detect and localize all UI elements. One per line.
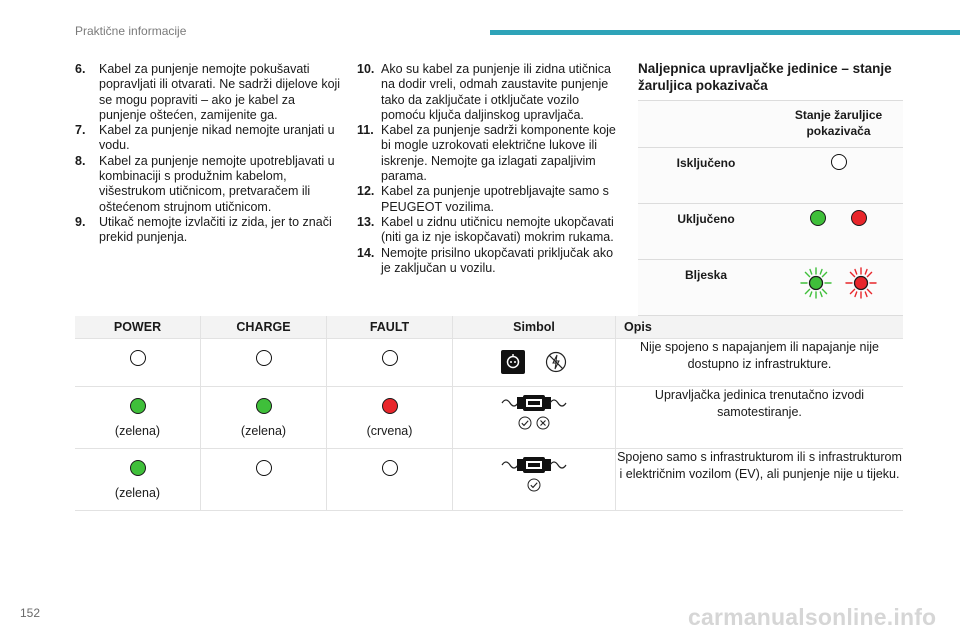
header-accent-bar	[490, 30, 960, 35]
cross-circle-icon	[536, 416, 550, 430]
led-off-icon	[382, 460, 398, 476]
item-text: Utikač nemojte izvlačiti iz zida, jer to znači prekid punjenja.	[99, 214, 332, 245]
row-description: Spojeno samo s infrastrukturom ili s infrastrukturom i električnim vozilom (EV), ali punjenje nije u tijeku.	[616, 449, 904, 511]
column-header-description: Opis	[616, 316, 904, 339]
item-number: 11.	[357, 123, 374, 138]
list-item	[357, 62, 625, 123]
item-number: 7.	[75, 123, 86, 138]
status-label-on: Uključeno	[638, 204, 774, 260]
item-text: Kabel za punjenje nikad nemojte uranjati u vodu.	[99, 123, 335, 153]
led-off-icon	[130, 350, 146, 366]
item-number: 14.	[357, 245, 375, 260]
led-off-icon	[256, 350, 272, 366]
led-color-caption: (crvena)	[366, 424, 413, 438]
row-description: Upravljačka jedinica trenutačno izvodi samotestiranje.	[616, 387, 904, 449]
item-number: 6.	[75, 62, 86, 76]
check-circle-icon	[527, 478, 541, 492]
led-green-icon	[256, 398, 272, 414]
charging-cable-icon	[501, 393, 567, 413]
status-table-title: Naljepnica upravljačke jedinice – stanje žaruljica pokazivača	[638, 61, 892, 93]
watermark: carmanualsonline.info	[688, 604, 937, 630]
led-green-icon	[810, 210, 826, 226]
item-number: 9.	[75, 214, 86, 229]
list-item	[357, 184, 625, 215]
status-label-off: Isključeno	[638, 148, 774, 204]
plug-icon	[501, 350, 525, 374]
led-color-caption: (zelena)	[114, 424, 161, 438]
list-item	[75, 215, 343, 246]
list-item	[75, 62, 343, 123]
list-item	[75, 154, 343, 215]
item-number: 12.	[357, 184, 375, 199]
page-number: 152	[20, 606, 41, 620]
led-off-icon	[382, 350, 398, 366]
led-green-blinking-icon	[799, 266, 833, 300]
status-label-blink: Bljeska	[638, 260, 774, 316]
page-header-title: Praktične informacije	[75, 24, 187, 38]
led-off-icon	[831, 154, 847, 170]
led-color-caption: (zelena)	[114, 486, 161, 500]
status-table-header: Stanje žaruljice pokazivača	[774, 101, 903, 148]
led-red-icon	[382, 398, 398, 414]
item-text: Nemojte prisilno ukopčavati priključak ako je zaključan u vozilu.	[381, 245, 614, 275]
led-off-icon	[256, 460, 272, 476]
led-red-blinking-icon	[844, 266, 878, 300]
charging-cable-icon	[501, 455, 567, 475]
indicator-status-table	[638, 100, 903, 316]
list-item	[357, 123, 625, 184]
list-item	[357, 215, 625, 246]
led-color-caption: (zelena)	[240, 424, 287, 438]
item-text: Kabel za punjenje upotrebljavajte samo s PEUGEOT vozilima.	[381, 184, 609, 214]
safety-list-column-2	[357, 62, 625, 276]
column-header-charge: CHARGE	[201, 316, 327, 339]
column-header-fault: FAULT	[327, 316, 453, 339]
led-green-icon	[130, 398, 146, 414]
item-text: Kabel za punjenje nemojte upotrebljavati u kombinaciji s produžnim kabelom, višestrukom utičnicom, pretvaračem ili oštećenom strujnom utičnicom.	[99, 153, 335, 214]
list-item	[75, 123, 343, 154]
check-circle-icon	[518, 416, 532, 430]
table-row	[75, 387, 903, 449]
no-power-icon	[545, 351, 567, 373]
led-status-table	[75, 316, 903, 511]
column-header-power: POWER	[75, 316, 201, 339]
list-item	[357, 246, 625, 277]
led-red-icon	[851, 210, 867, 226]
item-text: Kabel za punjenje sadrži komponente koje bi mogle uzrokovati električne lukove ili iskrenje. Nemojte ga izlagati zapaljivim parama.	[381, 123, 616, 184]
item-text: Ako su kabel za punjenje ili zidna utičnica na dodir vreli, odmah zaustavite punjenje tako da zaključate i otključate vozilo pomoću ključa daljinskog upravljača.	[381, 62, 611, 122]
table-row	[75, 449, 903, 511]
item-text: Kabel za punjenje nemojte pokušavati popravljati ili otvarati. Ne sadrži dijelove koji se mogu popraviti – ako je kabel za punjenje oštećen, zamijenite ga.	[99, 62, 341, 122]
item-number: 10.	[357, 62, 375, 76]
column-header-symbol: Simbol	[453, 316, 616, 339]
item-text: Kabel u zidnu utičnicu nemojte ukopčavati (niti ga iz nje iskopčavati) mokrim rukama.	[381, 214, 614, 245]
row-description: Nije spojeno s napajanjem ili napajanje nije dostupno iz infrastrukture.	[616, 339, 904, 387]
table-row	[75, 339, 903, 387]
item-number: 8.	[75, 153, 86, 168]
safety-list-column-1	[75, 62, 343, 246]
item-number: 13.	[357, 214, 375, 229]
led-green-icon	[130, 460, 146, 476]
